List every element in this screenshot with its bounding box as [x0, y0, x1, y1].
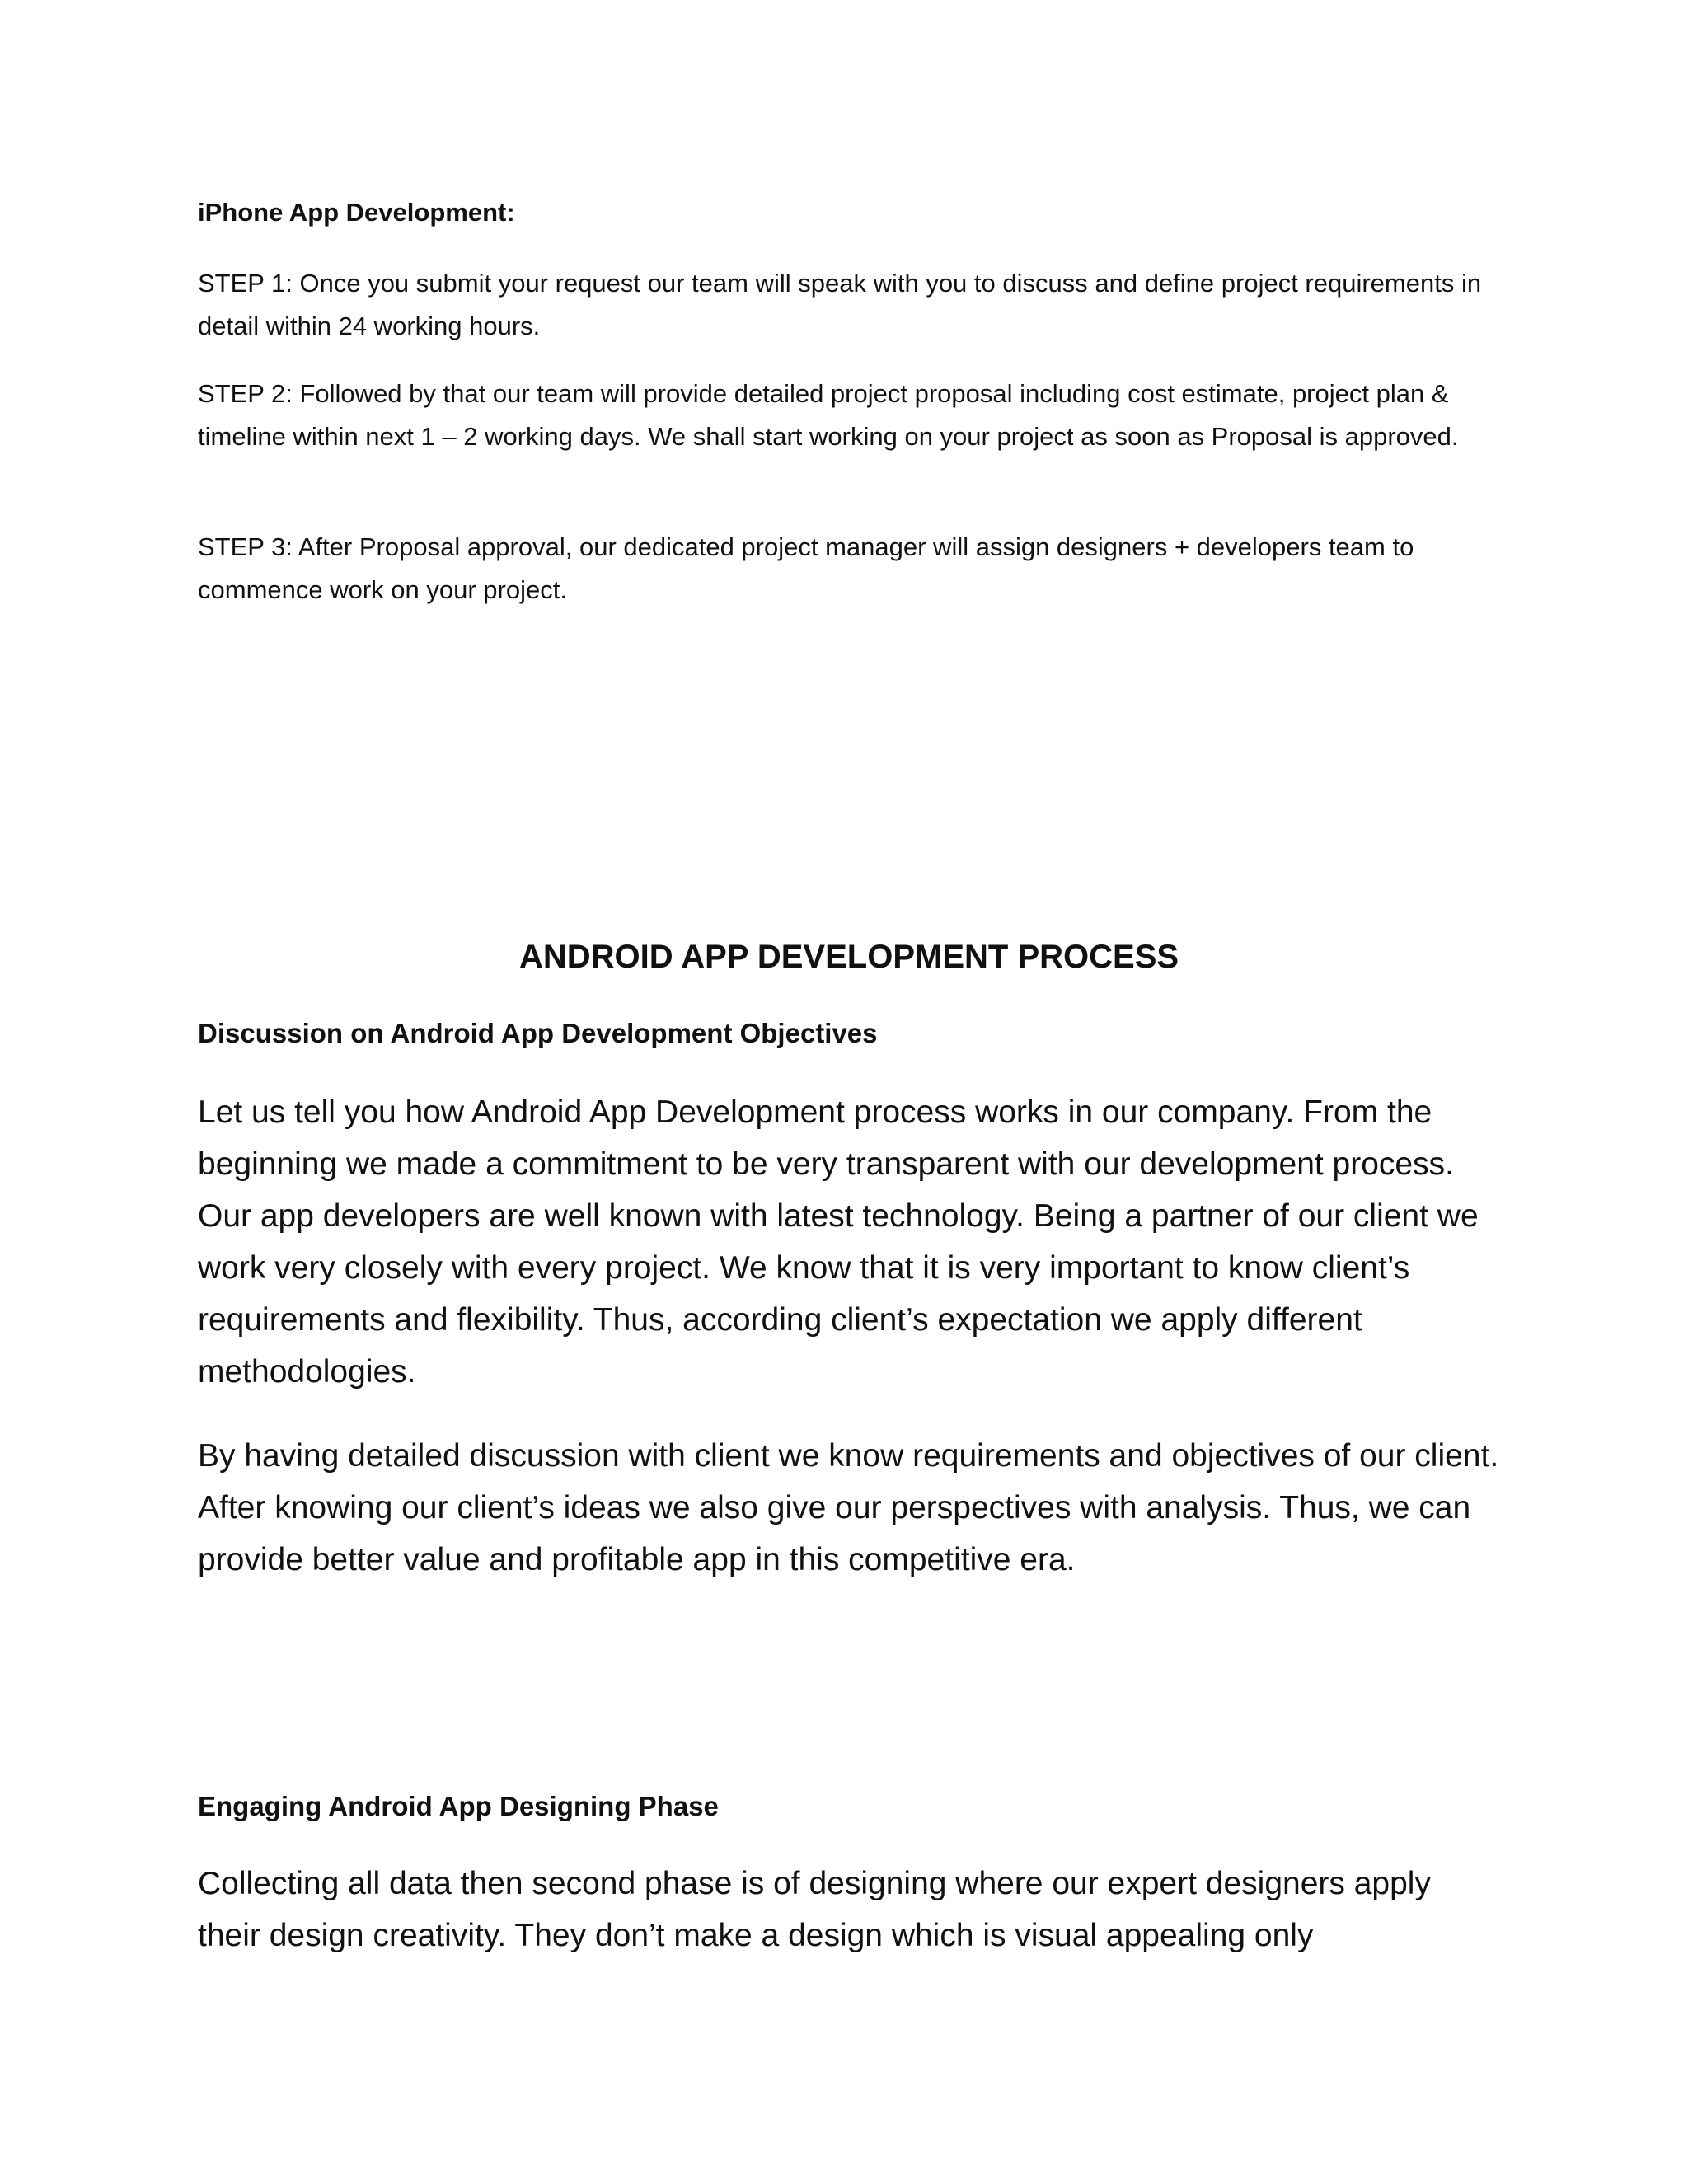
- designing-heading: Engaging Android App Designing Phase: [198, 1791, 719, 1821]
- iphone-section-heading: iPhone App Development:: [198, 198, 515, 227]
- discussion-paragraph-2: By having detailed discussion with client we know requirements and objectives of our client. After knowing our client’s ideas we also give our perspectives with analysis. Thus, we can provide better value and profitable app in this competitive era.: [198, 1438, 1499, 1577]
- iphone-step-3: STEP 3: After Proposal approval, our dedicated project manager will assign designers + developers team to commence work on your project.: [198, 532, 1414, 604]
- iphone-step-2: STEP 2: Followed by that our team will provide detailed project proposal including cost estimate, project plan & timeline within next 1 – 2 working days. We shall start working on your project as soon as Proposal is approved.: [198, 379, 1459, 451]
- android-section-title: ANDROID APP DEVELOPMENT PROCESS: [518, 939, 1179, 975]
- designing-paragraph-1: Collecting all data then second phase is of designing where our expert designers apply their design creativity. They don’t make a design which is visual appealing only: [198, 1866, 1431, 1953]
- discussion-paragraph-1: Let us tell you how Android App Development process works in our company. From the beginning we made a commitment to be very transparent with our development process. Our app developers are well known with latest technology. Being a partner of our client we work very closely with every project. We know that it is very important to know client’s requirements and flexibility. Thus, according client’s expectation we apply different methodologies.: [198, 1094, 1479, 1390]
- iphone-step-1: STEP 1: Once you submit your request our team will speak with you to discuss and define project requirements in detail within 24 working hours.: [198, 269, 1482, 340]
- discussion-heading: Discussion on Android App Development Objectives: [198, 1018, 878, 1048]
